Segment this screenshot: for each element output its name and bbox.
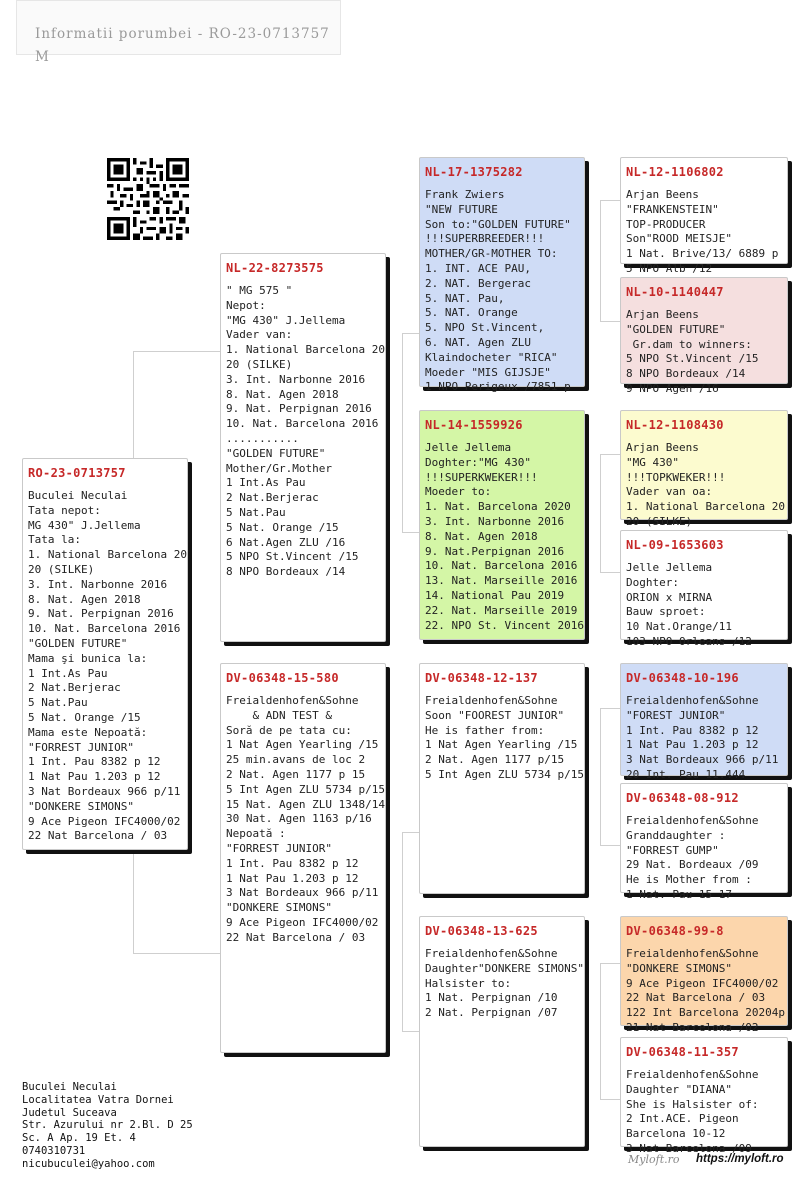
ring-number: DV-06348-12-137 (425, 671, 538, 685)
connector-line (133, 351, 134, 458)
pedigree-notes: Freialdenhofen&Sohne Daughter"DONKERE SIMONS" Halsister to: 1 Nat. Perpignan /10 2 Nat. Perpignan /07 (425, 947, 584, 1020)
pedigree-notes: Arjan Beens "FRANKENSTEIN" TOP-PRODUCER Son"ROOD MEISJE" 1 Nat. Brive/13/ 6889 p 5 NPO Alb /12 (626, 188, 779, 275)
connector-line (133, 351, 221, 352)
ring-number: DV-06348-08-912 (626, 791, 739, 805)
pedigree-notes: Jelle Jellema Doghter: ORION x MIRNA Bauw sproet: 10 Nat.Orange/11 103 NPO Orleans /12 (626, 561, 752, 648)
owner-address: Buculei Neculai Localitatea Vatra Dornei Judetul Suceava Str. Azurului nr 2.Bl. D 25 Sc. A Ap. 19 Et. 4 0740310731 nicubuculei@yahoo.com (22, 1081, 193, 1170)
pedigree-notes: Frank Zwiers "NEW FUTURE Son to:"GOLDEN FUTURE" !!!SUPERBREEDER!!! MOTHER/GR-MOTHER TO: 1. INT. ACE PAU, 2. NAT. Bergerac 5. NAT. Pau, 5. NAT. Orange 5. NPO St.Vincent, 6. NAT. Agen ZLU Klaindocheter "RICA" Moeder "MIS GIJSJE" 1 NPO Perigeux /7851 p (425, 188, 571, 394)
pigeon-card-dam-sire (419, 663, 585, 894)
connector-line (600, 321, 620, 322)
pedigree-notes: Freialdenhofen&Sohne Granddaughter : "FORREST GUMP" 29 Nat. Bordeaux /09 He is Mother from : 1 Nat. Pau 15 17 (626, 814, 759, 901)
pigeon-card-ssd (620, 277, 788, 395)
connector-line (600, 200, 601, 322)
pigeon-card-sss (620, 157, 788, 275)
connector-line (600, 963, 620, 964)
ring-number: NL-22-8273575 (226, 261, 324, 275)
pigeon-card-root (22, 458, 188, 850)
pedigree-notes: Freialdenhofen&Sohne Soon "FOOREST JUNIOR" He is father from: 1 Nat Agen Yearling /15 2 Nat. Agen 1177 p/15 5 Int Agen ZLU 5734 p/15 (425, 694, 584, 781)
connector-line (600, 708, 620, 709)
pigeon-card-dsd (620, 783, 788, 901)
connector-line (600, 845, 620, 846)
connector-line (600, 454, 620, 455)
ring-number: NL-12-1108430 (626, 418, 724, 432)
connector-line (600, 200, 620, 201)
brand-signature: Myloft.ro (628, 1153, 680, 1166)
pigeon-card-dds (620, 916, 788, 1034)
connector-line (600, 454, 601, 573)
pedigree-notes: Arjan Beens "MG 430" !!!TOPKWEKER!!! Vader van oa: 1. National Barcelona 20 20 (SILKE) (626, 441, 785, 528)
pedigree-notes: " MG 575 " Nepot: "MG 430" J.Jellema Vader van: 1. National Barcelona 20 20 (SILKE) 3. Int. Narbonne 2016 8. Nat. Agen 2018 9. Nat. Perpignan 2016 10. Nat. Barcelona 2016 ........... "GOLDEN FUTURE" Mother/Gr.Mother 1 Int.As Pau 2 Nat.Berjerac 5 Nat.Pau 5 Nat. Orange /15 6 Nat.Agen ZLU /16 5 NPO St.Vincent /15 8 NPO Bordeaux /14 (226, 284, 385, 579)
connector-line (133, 953, 221, 954)
pigeon-card-sire-dam (419, 410, 585, 640)
pedigree-notes: Freialdenhofen&Sohne Daughter "DIANA" She is Halsister of: 2 Int.ACE. Pigeon Barcelona 10-12 3 Nat Barcelona /09 (626, 1068, 759, 1155)
connector-line (600, 572, 620, 573)
pedigree-notes: Freialdenhofen&Sohne & ADN TEST & Soră de pe tata cu: 1 Nat Agen Yearling /15 25 min.avans de loc 2 2 Nat. Agen 1177 p 15 5 Int Agen ZLU 5734 p/15 15 Nat. Agen ZLU 1348/14 30 Nat. Agen 1163 p/16 Nepoată : "FORREST JUNIOR" 1 Int. Pau 8382 p 12 1 Nat Pau 1.203 p 12 3 Nat Bordeaux 966 p/11 "DONKERE SIMONS" 9 Ace Pigeon IFC4000/02 22 Nat Barcelona / 03 (226, 694, 385, 944)
pigeon-card-sire-sire (419, 157, 585, 394)
pigeon-card-sds (620, 410, 788, 528)
pedigree-notes: Jelle Jellema Doghter:"MG 430" !!!SUPERKWEKER!!! Moeder to: 1. Nat. Barcelona 2020 3. Int. Narbonne 2016 8. Nat. Agen 2018 9. Nat.Perpignan 2016 10. Nat. Barcelona 2016 13. Nat. Marseille 2016 14. National Pau 2019 22. Nat. Marseille 2019 22. NPO St. Vincent 2016 (425, 441, 584, 632)
ring-number: DV-06348-15-580 (226, 671, 339, 685)
connector-line (402, 832, 420, 833)
pedigree-notes: Arjan Beens "GOLDEN FUTURE" Gr.dam to winners: 5 NPO St.Vincent /15 8 NPO Bordeaux /14 9 NPO Agen /16 (626, 308, 759, 395)
connector-line (402, 532, 420, 533)
connector-line (600, 708, 601, 846)
ring-number: DV-06348-99-8 (626, 924, 724, 938)
connector-line (600, 963, 601, 1100)
pigeon-card-dam-dam (419, 916, 585, 1147)
brand-url-link[interactable]: https://myloft.ro (696, 1153, 784, 1165)
ring-number: DV-06348-13-625 (425, 924, 538, 938)
pigeon-card-dss (620, 663, 788, 781)
ring-number: NL-14-1559926 (425, 418, 523, 432)
connector-line (402, 832, 403, 1032)
ring-number: NL-10-1140447 (626, 285, 724, 299)
brand-footer (628, 1153, 788, 1169)
ring-number: NL-17-1375282 (425, 165, 523, 179)
pedigree-notes: Buculei Neculai Tata nepot: MG 430" J.Jellema Tata la: 1. National Barcelona 20 20 (SILKE) 3. Int. Narbonne 2016 8. Nat. Agen 2018 9. Nat. Perpignan 2016 10. Nat. Barcelona 2016 "GOLDEN FUTURE" Mama şi bunica la: 1 Int.As Pau 2 Nat.Berjerac 5 Nat.Pau 5 Nat. Orange /15 Mama este Nepoată: "FORREST JUNIOR" 1 Int. Pau 8382 p 12 1 Nat Pau 1.203 p 12 3 Nat Bordeaux 966 p/11 "DONKERE SIMONS" 9 Ace Pigeon IFC4000/02 22 Nat Barcelona / 03 (28, 489, 187, 843)
connector-line (402, 333, 420, 334)
pedigree-notes: Freialdenhofen&Sohne "FOREST JUNIOR" 1 Int. Pau 8382 p 12 1 Nat Pau 1.203 p 12 3 Nat Bordeaux 966 p/11 20 Int. Pau 11.444 (626, 694, 779, 781)
ring-number: NL-12-1106802 (626, 165, 724, 179)
qr-code-icon (107, 158, 189, 240)
page-title: Informatii porumbei - RO-23-0713757 M (16, 0, 341, 55)
connector-line (402, 333, 403, 533)
connector-line (133, 850, 134, 954)
pigeon-card-sire (220, 253, 386, 642)
connector-line (600, 1099, 620, 1100)
ring-number: RO-23-0713757 (28, 466, 126, 480)
pigeon-card-ddd (620, 1037, 788, 1155)
pigeon-card-dam (220, 663, 386, 1053)
connector-line (402, 1031, 420, 1032)
ring-number: NL-09-1653603 (626, 538, 724, 552)
ring-number: DV-06348-11-357 (626, 1045, 739, 1059)
ring-number: DV-06348-10-196 (626, 671, 739, 685)
pigeon-card-sdd (620, 530, 788, 648)
pedigree-notes: Freialdenhofen&Sohne "DONKERE SIMONS" 9 Ace Pigeon IFC4000/02 22 Nat Barcelona / 03 122 Int Barcelona 20204p 21 Nat Barcelona /02 (626, 947, 785, 1034)
